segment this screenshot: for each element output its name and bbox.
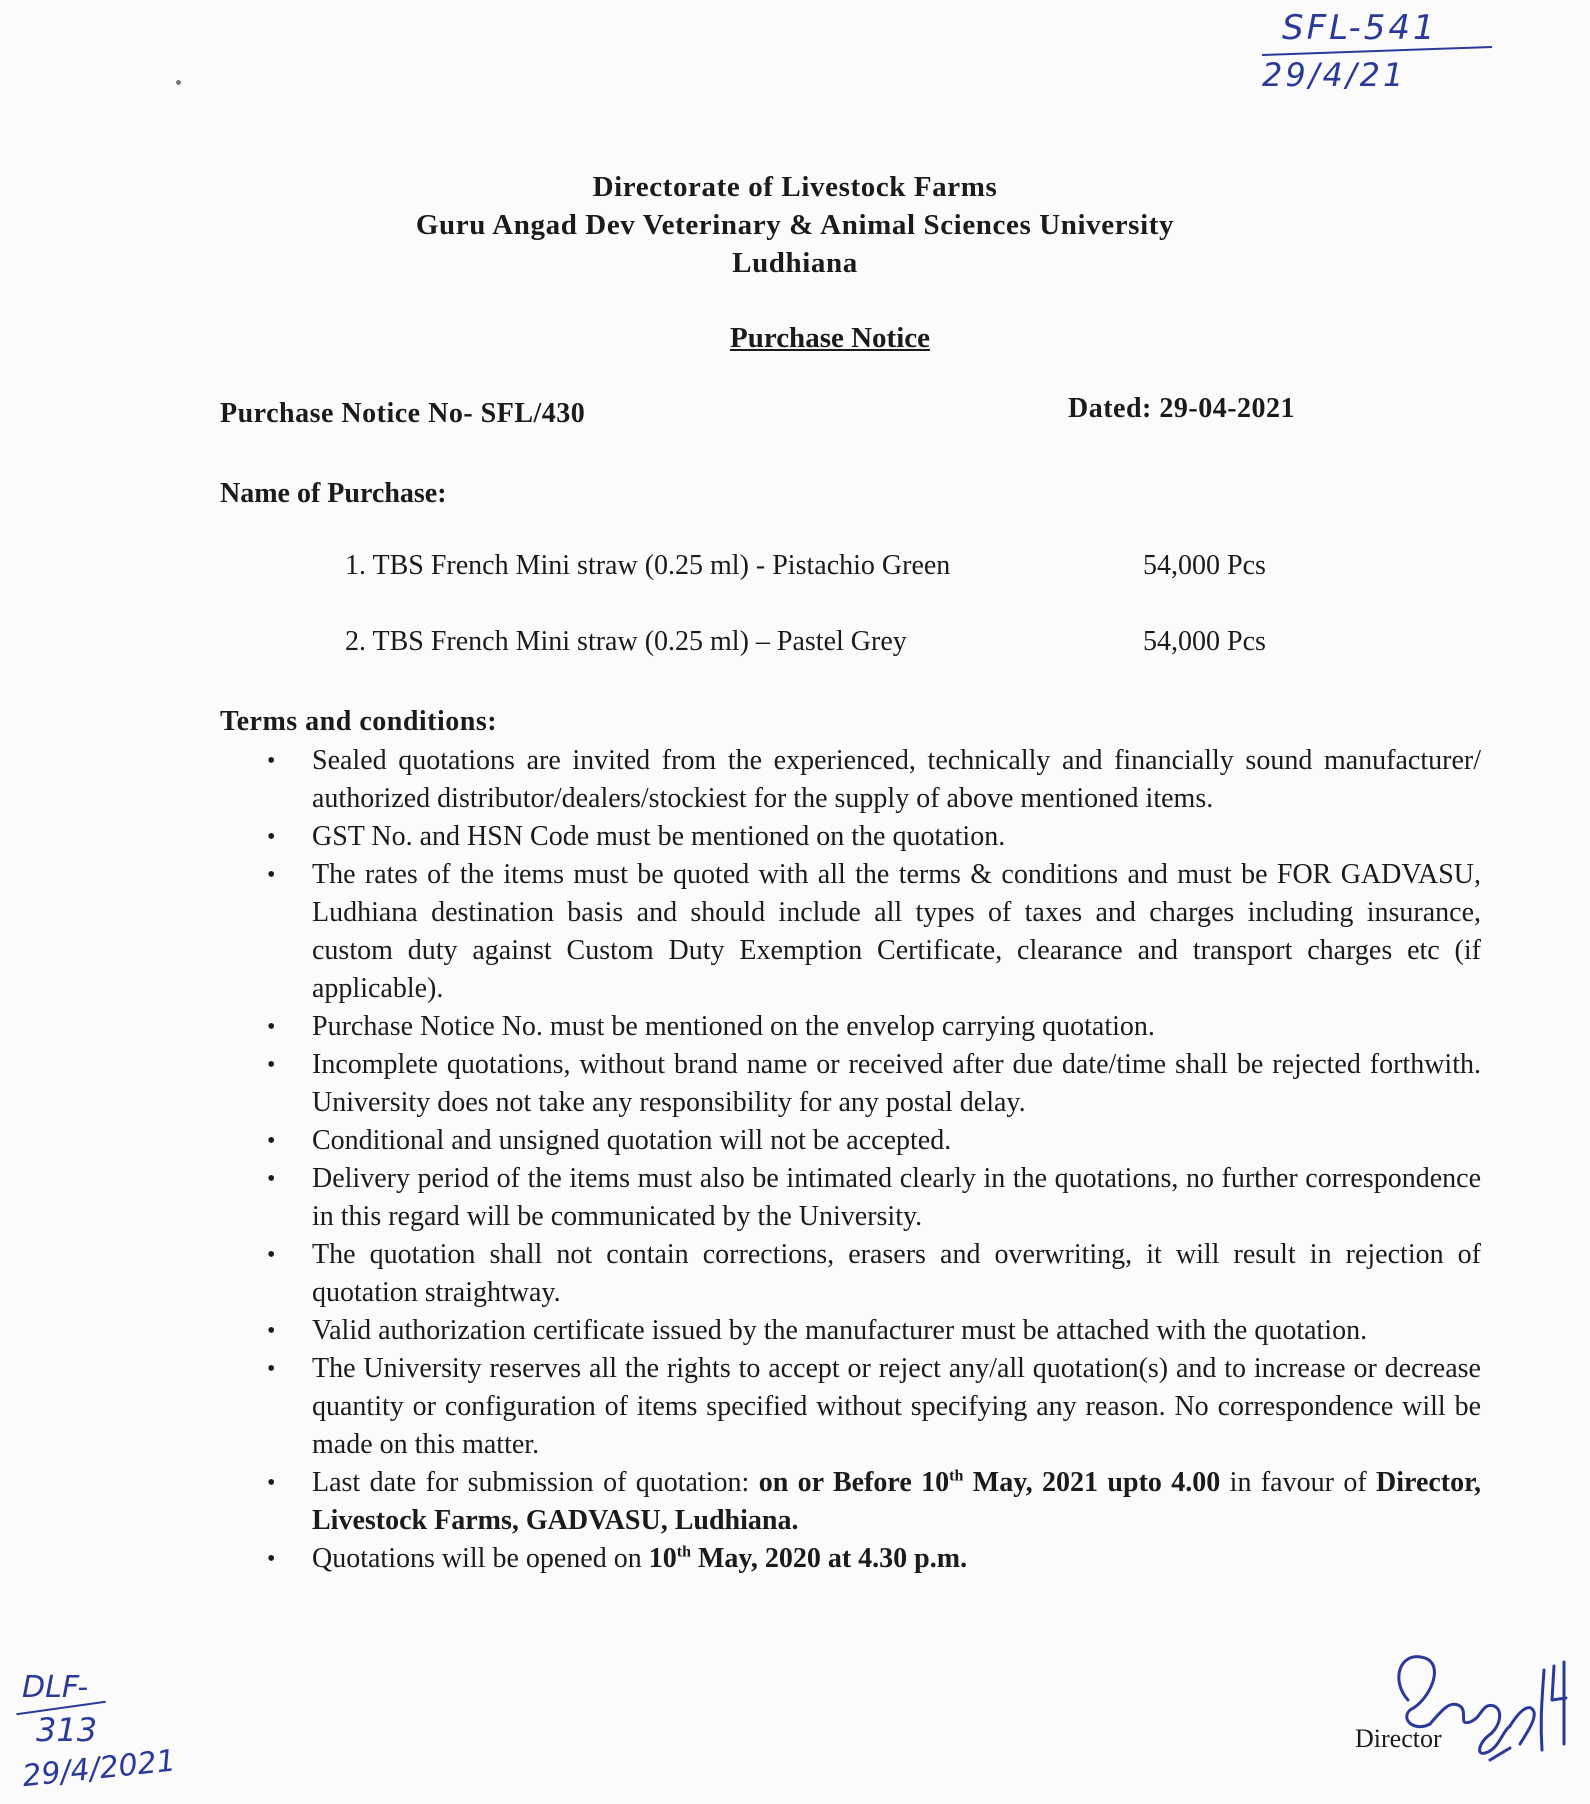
term-item: [265, 1236, 1481, 1312]
bullet-icon: •: [267, 1356, 276, 1382]
term-text: The quotation shall not contain corrections, erasers and overwriting, it will result in rejection of quotation straightway.: [312, 1239, 1481, 1308]
handwritten-ref-number: SFL-541: [1282, 8, 1438, 48]
item-description: 1. TBS French Mini straw (0.25 ml) - Pistachio Green: [345, 550, 951, 581]
deadline-text: on or Before 10: [758, 1467, 950, 1498]
term-item: [265, 1122, 1481, 1160]
opening-date-text: 10: [648, 1543, 677, 1574]
term-text: The University reserves all the rights to accept or reject any/all quotation(s) and to increase or decrease quantity or configuration of items specified without specifying any reason. No correspondence will be made on this matter.: [312, 1353, 1481, 1460]
term-item-last-date: [265, 1464, 1481, 1540]
handwritten-reference-top: [1262, 8, 1492, 94]
term-text: Last date for submission of quotation:: [312, 1467, 759, 1498]
deadline-text: May, 2021 upto 4.00: [963, 1467, 1221, 1498]
header-directorate: Directorate of Livestock Farms: [592, 171, 998, 203]
bullet-icon: •: [267, 1166, 276, 1192]
notice-date: Dated: 29-04-2021: [1068, 393, 1296, 424]
bullet-icon: •: [267, 1318, 276, 1344]
bullet-icon: •: [267, 748, 276, 774]
bullet-icon: •: [267, 1242, 276, 1268]
terms-list: [265, 742, 1481, 1578]
handwritten-dept-code: DLF-: [22, 1670, 89, 1705]
name-of-purchase-label: Name of Purchase:: [220, 478, 447, 509]
item-quantity: 54,000 Pcs: [1143, 626, 1266, 657]
term-text: in favour of: [1220, 1467, 1377, 1498]
terms-heading: Terms and conditions:: [220, 706, 498, 737]
term-item: [265, 1160, 1481, 1236]
bullet-icon: •: [267, 1546, 276, 1572]
bullet-icon: •: [267, 1014, 276, 1040]
bullet-icon: •: [267, 1128, 276, 1154]
addressee-text: Director, Livestock Farms, GADVASU, Ludhiana.: [312, 1467, 1481, 1536]
item-description: 2. TBS French Mini straw (0.25 ml) – Pastel Grey: [345, 626, 907, 657]
term-item: [265, 1312, 1481, 1350]
term-item: [265, 818, 1481, 856]
opening-date-text: May, 2020 at 4.30 p.m.: [690, 1543, 968, 1574]
term-text: Purchase Notice No. must be mentioned on the envelop carrying quotation.: [312, 1011, 1155, 1042]
bullet-icon: •: [267, 862, 276, 888]
speck: [176, 80, 181, 85]
term-item: [265, 1046, 1481, 1122]
term-text: Conditional and unsigned quotation will not be accepted.: [312, 1125, 952, 1156]
ordinal-suffix: th: [949, 1467, 964, 1485]
bullet-icon: •: [267, 1052, 276, 1078]
term-item-opening: [265, 1540, 1481, 1578]
term-text: The rates of the items must be quoted with all the terms & conditions and must be FOR GADVASU, Ludhiana destination basis and should include all types of taxes and charges including insurance, custom duty against Custom Duty Exemption Certificate, clearance and transport charges etc (if applicable).: [312, 859, 1481, 1004]
director-label: Director: [1355, 1724, 1442, 1753]
item-quantity: 54,000 Pcs: [1143, 550, 1266, 581]
term-text: Quotations will be opened on: [312, 1543, 649, 1574]
term-item: [265, 1350, 1481, 1464]
notice-number: Purchase Notice No- SFL/430: [220, 398, 586, 429]
ordinal-suffix: th: [676, 1543, 691, 1561]
term-text: Sealed quotations are invited from the experienced, technically and financially sound manufacturer/ authorized distributor/dealers/stockiest for the supply of above mentioned items.: [312, 745, 1481, 814]
director-signature: [1370, 1640, 1580, 1780]
term-text: GST No. and HSN Code must be mentioned on the quotation.: [312, 821, 1006, 852]
term-item: [265, 742, 1481, 818]
term-item: [265, 1008, 1481, 1046]
term-item: [265, 856, 1481, 1008]
header-university: Guru Angad Dev Veterinary & Animal Sciences University: [415, 209, 1175, 241]
page-title: Purchase Notice: [730, 322, 930, 354]
document-header: [0, 168, 1590, 282]
bullet-icon: •: [267, 824, 276, 850]
term-text: Delivery period of the items must also be intimated clearly in the quotations, no further correspondence in this regard will be communicated by the University.: [312, 1163, 1481, 1232]
term-text: Incomplete quotations, without brand name or received after due date/time shall be rejected forthwith. University does not take any responsibility for any postal delay.: [312, 1049, 1481, 1118]
bullet-icon: •: [267, 1470, 276, 1496]
handwritten-reference-bottom: [16, 1670, 226, 1795]
handwritten-date: 29/4/2021: [20, 1743, 178, 1795]
term-text: Valid authorization certificate issued by the manufacturer must be attached with the quotation.: [312, 1315, 1368, 1346]
header-city: Ludhiana: [732, 247, 858, 279]
handwritten-number: 313: [36, 1711, 98, 1749]
handwritten-ref-date: 29/4/21: [1262, 56, 1407, 94]
